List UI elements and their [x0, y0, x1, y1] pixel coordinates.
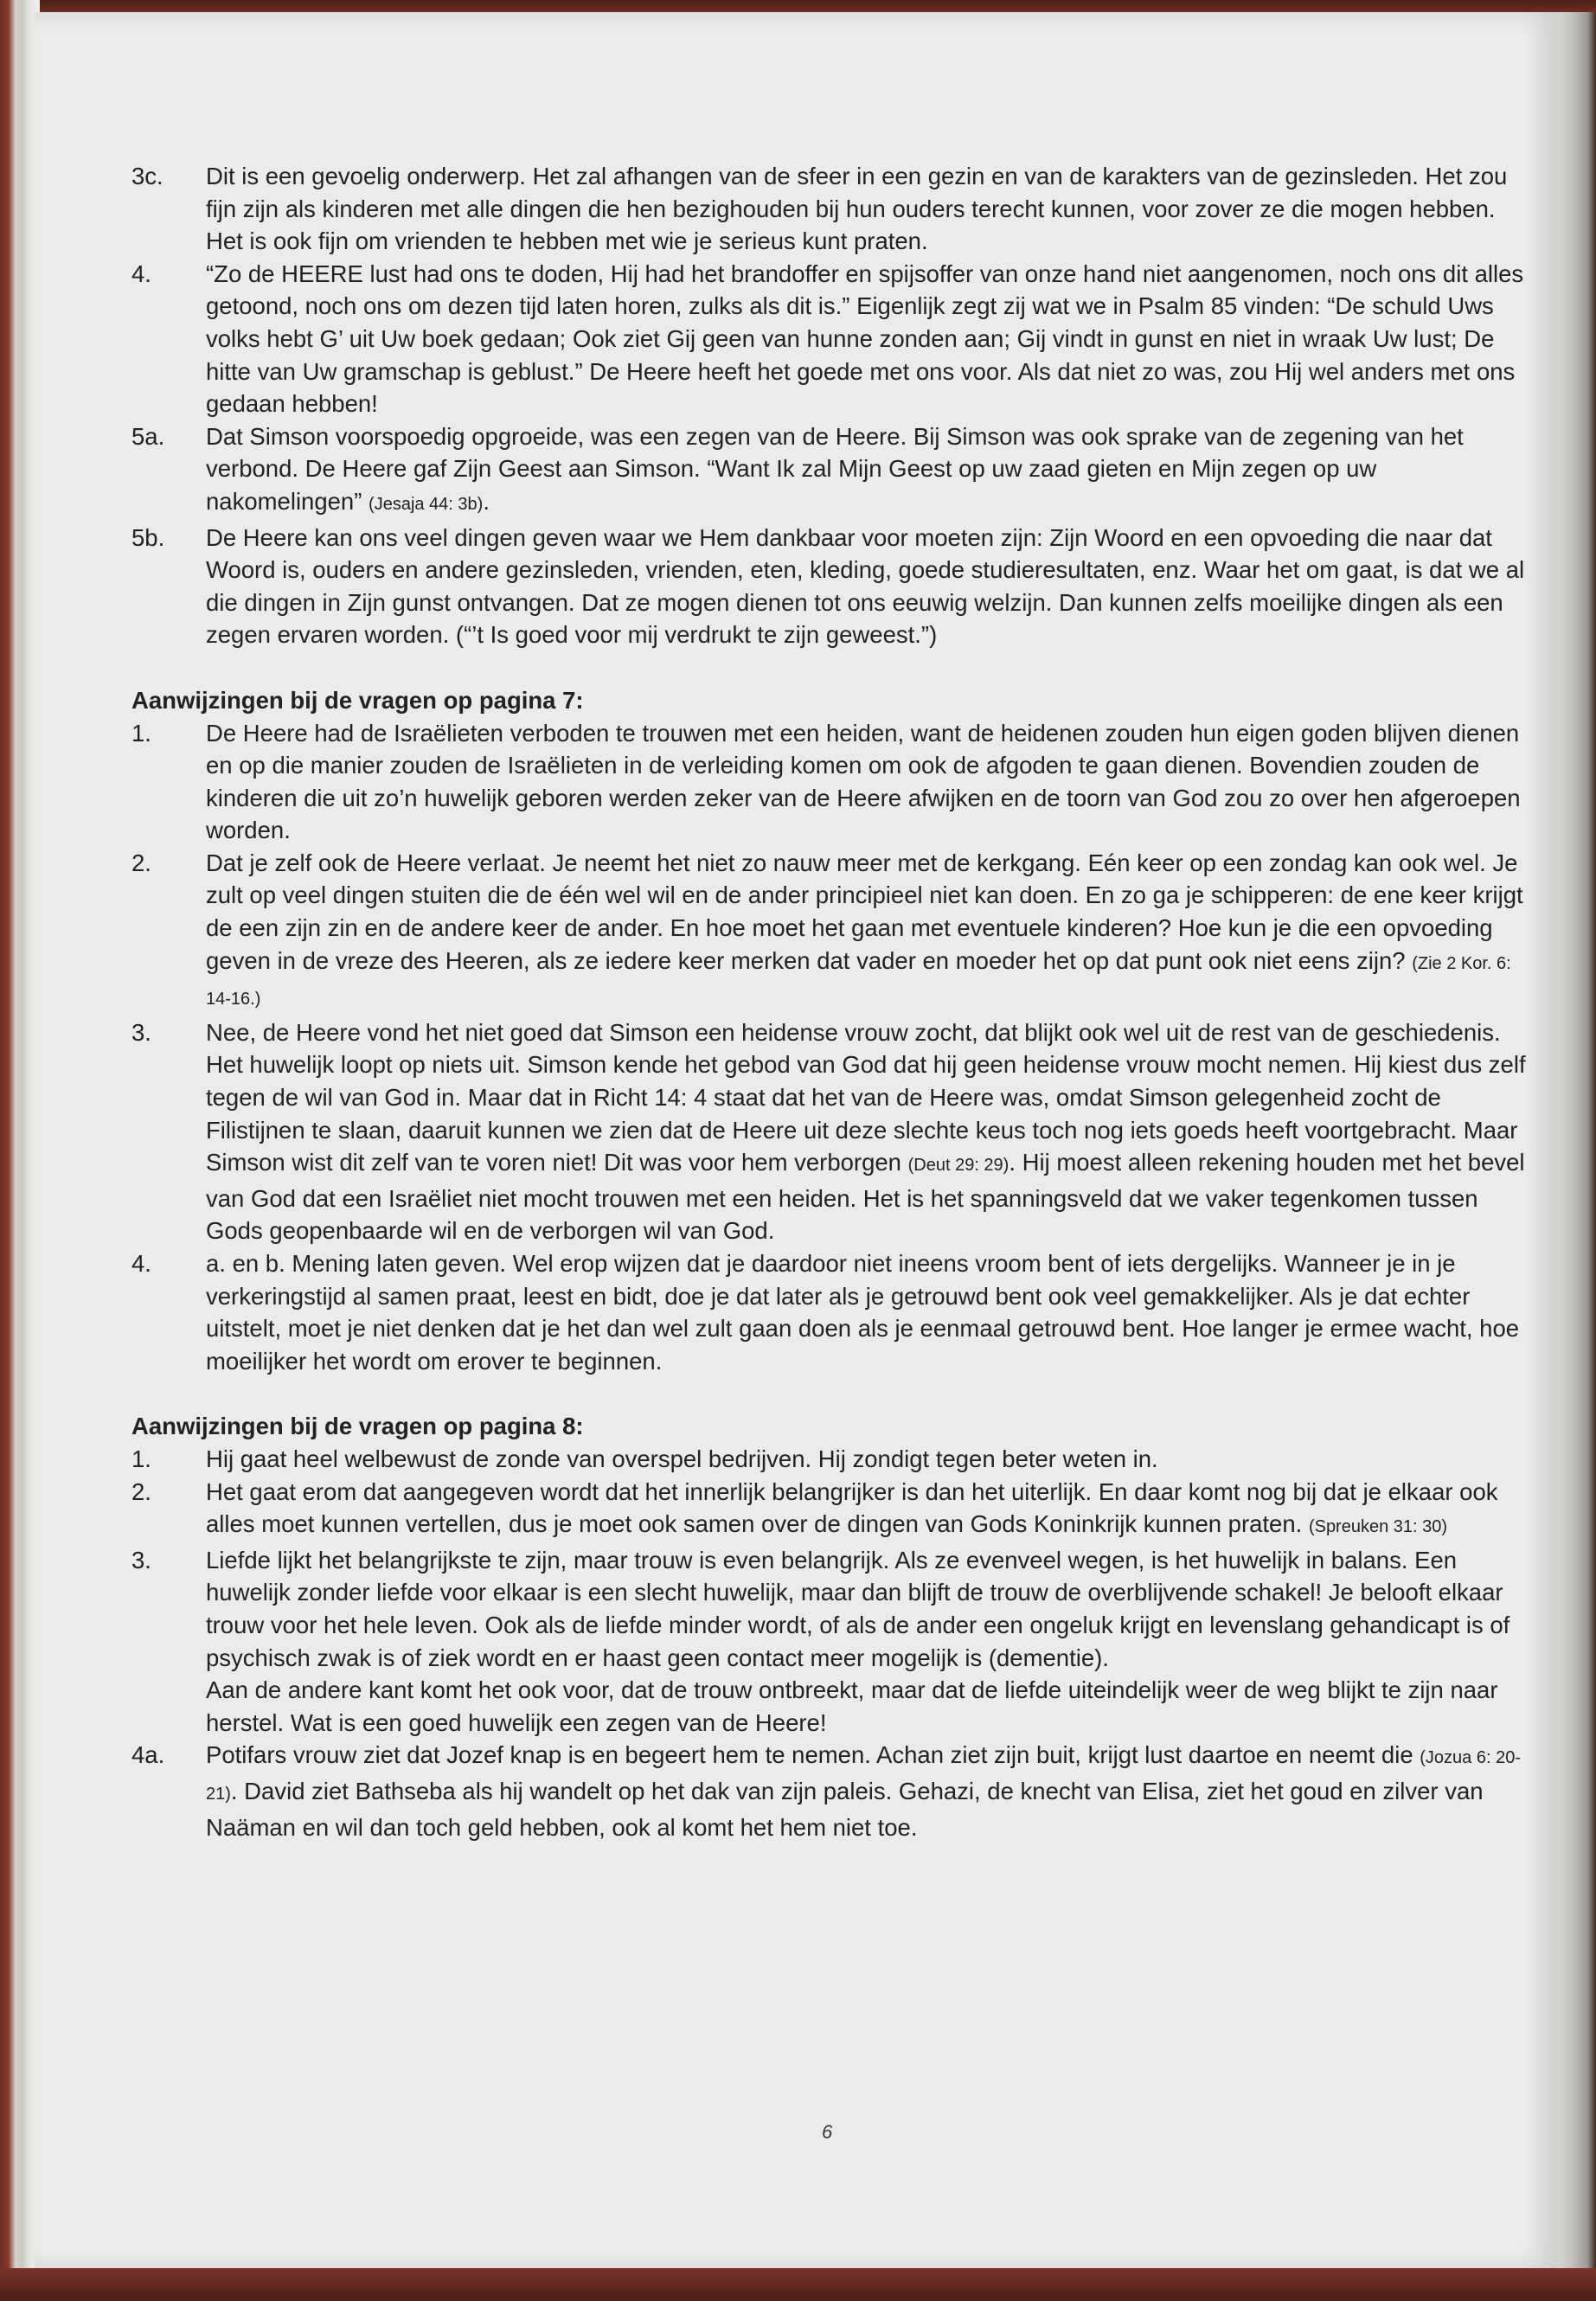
item-number: 4a. [131, 1741, 165, 1769]
item-text: Liefde lijkt het belangrijkste te zijn, maar trouw is even belangrijk. Als ze evenveel wegen, is het huwelijk in balans. Een huwelijk zonder liefde voor elkaar is een slecht huwelijk, maar dan blijft de trouw de overblijvende schakel! Je belooft elkaar trouw voor het hele leven. Ook als de liefde minder wordt, of als de ander een ongeluk krijgt en levenslang gehandicapt is of psychisch zwak is of ziek wordt en er haast geen contact meer mogelijk is (dementie). [206, 1546, 1510, 1671]
answer-3c [95, 160, 1531, 258]
scripture-reference: (Zie 2 Kor. 6: 14-16.) [206, 953, 1511, 1009]
page-content [95, 160, 1531, 1843]
scripture-reference: (Jozua 6: 20-21) [206, 1748, 1521, 1804]
item-number: 3. [131, 1018, 151, 1046]
item-text: Hij gaat heel welbewust de zonde van overspel bedrijven. Hij zondigt tegen beter weten in. [206, 1445, 1158, 1472]
item-text: Nee, de Heere vond het niet goed dat Simson een heidense vrouw zocht, dat blijkt ook wel uit de rest van de geschiedenis. Het huwelijk loopt op niets uit. Simson kende het gebod van God dat hij geen heidense vrouw mocht nemen. Hij kiest dus zelf tegen de wil van God in. Maar dat in Richt 14: 4 staat dat het van de Heere was, omdat Simson gelegenheid zocht de Filistijnen te slaan, daaruit kunnen we zien dat de Heere uit deze slechte keus toch nog iets goeds heeft voortgebracht. Maar Simson wist dit zelf van te voren niet! Dit was voor hem verborgen [206, 1018, 1526, 1176]
item-number: 1. [131, 1445, 151, 1472]
item-number: 5b. [131, 523, 165, 551]
answer-p7-2 [95, 847, 1531, 1016]
answer-5a [95, 420, 1531, 522]
item-text-paragraph-2: Aan de andere kant komt het ook voor, dat de trouw ontbreekt, maar dat de liefde uiteindelijk weer de weg blijkt te zijn naar herstel. Wat is een goed huwelijk een zegen van de Heere! [206, 1676, 1498, 1736]
item-number: 2. [131, 1477, 151, 1505]
item-text: De Heere had de Israëlieten verboden te trouwen met een heiden, want de heidenen zouden hun eigen goden blijven dienen en op die manier zouden de Israëlieten in de verleiding komen om ook de afgoden te gaan dienen. Bovendien zouden de kinderen die uit zo’n huwelijk geboren werden zeker van de Heere afwijken en de toorn van God zou zo over hen afgeroepen worden. [206, 719, 1521, 844]
scripture-reference: (Jesaja 44: 3b) [369, 494, 484, 514]
answer-4 [95, 258, 1531, 420]
book-bottom-edge [0, 2268, 1596, 2301]
item-number: 4. [131, 260, 151, 287]
item-text-tail: . Hij moest alleen rekening houden met het bevel van God dat een Israëliet niet mocht trouwen met een heiden. Het is het spanningsveld dat we vaker tegenkomen tussen Gods geopenbaarde wil en de verborgen wil van God. [206, 1149, 1525, 1245]
item-number: 4. [131, 1250, 151, 1277]
item-text-tail: . David ziet Bathseba als hij wandelt op het dak van zijn paleis. Gehazi, de knecht van Elisa, ziet het goud en zilver van Naäman en wil dan toch geld hebben, ook al komt het hem niet toe. [206, 1777, 1484, 1841]
scripture-reference: (Spreuken 31: 30) [1308, 1517, 1448, 1537]
item-text: Het gaat erom dat aangegeven wordt dat het innerlijk belangrijker is dan het uiterlijk. En daar komt nog bij dat je elkaar ook alles moet kunnen vertellen, dus je moet ook samen over de dingen van Gods Koninkrijk kunnen praten. [206, 1477, 1498, 1538]
item-text-tail: . [483, 487, 490, 515]
book-top-edge [0, 0, 1596, 12]
answer-p8-4a [95, 1739, 1531, 1843]
book-page-edges [1557, 12, 1596, 2279]
item-text: De Heere kan ons veel dingen geven waar we Hem dankbaar voor moeten zijn: Zijn Woord en een opvoeding die naar dat Woord is, ouders en andere gezinsleden, vrienden, eten, kleding, goede studieresultaten, enz. Waar het om gaat, is dat we al die dingen in Zijn gunst ontvangen. Dat ze mogen dienen tot ons eeuwig welzijn. Dan kunnen zelfs moeilijke dingen als een zegen ervaren worden. (“’t Is goed voor mij verdrukt te zijn geweest.”) [206, 523, 1525, 649]
answer-p7-1 [95, 717, 1531, 847]
item-number: 2. [131, 849, 151, 876]
answer-p7-4 [95, 1247, 1531, 1377]
scripture-reference: (Deut 29: 29) [907, 1156, 1010, 1176]
item-number: 5a. [131, 422, 165, 450]
answer-p8-3 [95, 1544, 1531, 1740]
item-text: Dat Simson voorspoedig opgroeide, was een zegen van de Heere. Bij Simson was ook sprake van de zegening van het verbond. De Heere gaf Zijn Geest aan Simson. “Want Ik zal Mijn Geest op uw zaad gieten en Mijn zegen op uw nakomelingen” [206, 422, 1464, 515]
item-text: Potifars vrouw ziet dat Jozef knap is en begeert hem te nemen. Achan ziet zijn buit, krijgt lust daartoe en neemt die [206, 1741, 1413, 1769]
item-text: Dit is een gevoelig onderwerp. Het zal afhangen van de sfeer in een gezin en van de karakters van de gezinsleden. Het zou fijn zijn als kinderen met alle dingen die hen bezighouden bij hun ouders terecht kunnen, voor zover ze die mogen hebben. Het is ook fijn om vrienden te hebben met wie je serieus kunt praten. [206, 163, 1508, 255]
item-text: a. en b. Mening laten geven. Wel erop wijzen dat je daardoor niet ineens vroom bent of iets dergelijks. Wanneer je in je verkeringstijd al samen praat, leest en bidt, doe je dat later als je getrouwd bent ook veel gemakkelijker. Als je dat echter uitstelt, moet je niet denken dat je het dan wel zult gaan doen als je eenmaal getrouwd bent. Hoe langer je ermee wacht, hoe moeilijker het wordt om erover te beginnen. [206, 1250, 1520, 1375]
item-number: 3c. [131, 163, 163, 189]
item-number: 3. [131, 1546, 151, 1574]
section-heading-page-7: Aanwijzingen bij de vragen op pagina 7: [131, 686, 584, 714]
item-number: 1. [131, 719, 151, 747]
item-text: “Zo de HEERE lust had ons te doden, Hij had het brandoffer en spijsoffer van onze hand niet aangenomen, noch ons dit alles getoond, noch ons om dezen tijd laten horen, zulks als dit is.” Eigenlijk zegt zij wat we in Psalm 85 vinden: “De schuld Uws volks hebt G’ uit Uw boek gedaan; Ook ziet Gij geen van hunne zonden aan; Gij vindt in gunst en niet in wraak Uw lust; De hitte van Uw gramschap is geblust.” De Heere heeft het goede met ons voor. Als dat niet zo was, zou Hij wel anders met ons gedaan hebben! [206, 260, 1524, 418]
item-text: Dat je zelf ook de Heere verlaat. Je neemt het niet zo nauw meer met de kerkgang. Eén keer op een zondag kan ook wel. Je zult op veel dingen stuiten die de één wel wil en de ander principieel niet kan doen. En zo ga je schipperen: de ene keer krijgt de een zijn zin en de andere keer de ander. En hoe moet het gaan met eventuele kinderen? Hoe kun je die een opvoeding geven in de vreze des Heeren, als ze iedere keer merken dat vader en moeder het op dat punt ook niet eens zijn? [206, 849, 1523, 974]
answer-p7-3 [95, 1016, 1531, 1247]
section-heading-page-8: Aanwijzingen bij de vragen op pagina 8: [131, 1413, 584, 1440]
answer-p8-2 [95, 1476, 1531, 1544]
page-number: 6 [822, 2121, 833, 2143]
answer-5b [95, 522, 1531, 651]
answer-p8-1 [95, 1443, 1531, 1476]
